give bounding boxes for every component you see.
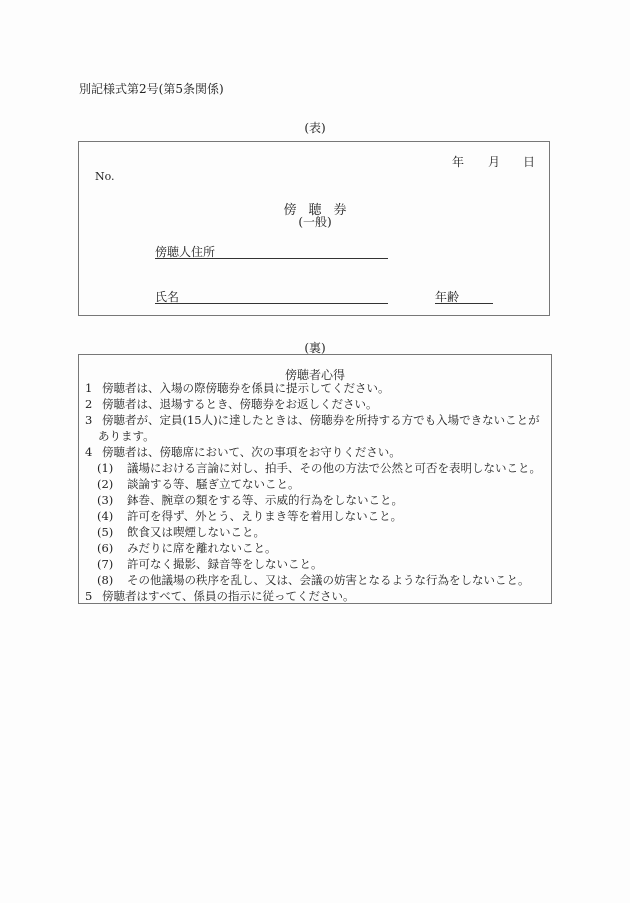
rule-3: 3 傍聴者が、定員(15人)に達したときは、傍聴券を所持する方でも入場できないことが bbox=[85, 413, 540, 427]
name-field[interactable] bbox=[155, 288, 388, 304]
rule-1: 1 傍聴者は、入場の際傍聴券を係員に提示してください。 bbox=[85, 381, 390, 395]
rule-4-item-8: (8) その他議場の秩序を乱し、又は、会議の妨害となるような行為をしないこと。 bbox=[97, 573, 530, 587]
rule-4-item-7: (7) 許可なく撮影、録音等をしないこと。 bbox=[97, 557, 323, 571]
rule-5: 5 傍聴者はすべて、係員の指示に従ってください。 bbox=[85, 589, 355, 603]
rules-title: 傍聴者心得 bbox=[284, 368, 345, 382]
ticket-title: 傍聴券 bbox=[283, 203, 359, 218]
rule-4: 4 傍聴者は、傍聴席において、次の事項をお守りください。 bbox=[85, 445, 401, 459]
age-field[interactable] bbox=[435, 288, 493, 304]
age-label: 年齢 bbox=[435, 290, 460, 304]
back-side-label: (裏) bbox=[304, 341, 326, 355]
rule-4-item-2: (2) 談論する等、騒ぎ立てないこと。 bbox=[97, 477, 300, 491]
address-field[interactable] bbox=[155, 243, 388, 259]
rule-4-item-1: (1) 議場における言論に対し、拍手、その他の方法で公然と可否を表明しないこと。 bbox=[97, 461, 541, 475]
rule-4-item-5: (5) 飲食又は喫煙しないこと。 bbox=[97, 525, 265, 539]
rule-4-item-3: (3) 鉢巻、腕章の類をする等、示威的行為をしないこと。 bbox=[97, 493, 403, 507]
ticket-subtitle: (一般) bbox=[298, 215, 332, 229]
rule-4-item-6: (6) みだりに席を離れないこと。 bbox=[97, 541, 277, 555]
rule-2: 2 傍聴者は、退場するとき、傍聴券をお返しください。 bbox=[85, 397, 378, 411]
date-month-label: 月 bbox=[488, 155, 501, 169]
form-title: 別記様式第2号(第5条関係) bbox=[79, 82, 224, 96]
front-side-label: (表) bbox=[304, 121, 326, 135]
rule-3-continuation: あります。 bbox=[98, 429, 155, 443]
date-year-label: 年 bbox=[452, 155, 465, 169]
date-day-label: 日 bbox=[523, 155, 536, 169]
address-label: 傍聴人住所 bbox=[155, 245, 216, 259]
name-label: 氏名 bbox=[155, 290, 180, 304]
rule-4-item-4: (4) 許可を得ず、外とう、えりまき等を着用しないこと。 bbox=[97, 509, 403, 523]
ticket-number-label: No. bbox=[95, 170, 115, 183]
